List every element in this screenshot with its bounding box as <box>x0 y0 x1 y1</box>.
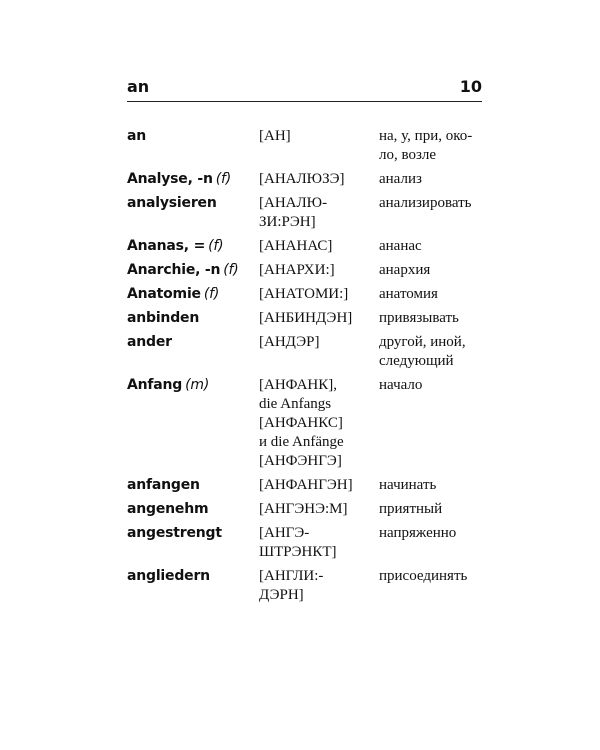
dictionary-entry <box>127 333 497 371</box>
entry-term-cell <box>127 333 257 352</box>
dictionary-entry <box>127 309 497 328</box>
entry-translation: напряженно <box>379 525 457 541</box>
entry-pronunciation: [АНФАНГЭН] <box>259 477 353 493</box>
dictionary-entry <box>127 500 497 519</box>
entry-gender: (m) <box>185 377 210 393</box>
entry-translation: присоединять <box>379 568 468 584</box>
entry-term-cell <box>127 567 257 586</box>
entry-term: Anatomie <box>127 286 201 302</box>
entry-term-cell <box>127 524 257 543</box>
dictionary-entry <box>127 261 497 280</box>
dictionary-entry <box>127 285 497 304</box>
entry-term-cell <box>127 261 257 280</box>
dictionary-entry <box>127 127 497 165</box>
entry-pronunciation: [АНАТОМИ:] <box>259 286 349 302</box>
entry-gender: (f) <box>215 171 232 187</box>
entry-translation: начало <box>379 377 423 393</box>
entry-term-cell <box>127 309 257 328</box>
entry-term: analysieren <box>127 195 217 211</box>
entry-term-cell <box>127 500 257 519</box>
dictionary-entry <box>127 170 497 189</box>
entry-translation: анализ <box>379 171 422 187</box>
entry-pronunciation: [АНАЛЮЗЭ] <box>259 171 345 187</box>
entry-pronunciation: [АНБИНДЭН] <box>259 310 353 326</box>
running-header <box>127 73 482 102</box>
entry-gender: (f) <box>203 286 220 302</box>
entry-pronunciation: [АНФАНК], die Anfangs [АНФАНКС] и die Anfänge [АНФЭНГЭ] <box>259 377 344 469</box>
entry-translation: ананас <box>379 238 422 254</box>
entry-gender: (f) <box>208 238 224 254</box>
entry-term: Anarchie, -n <box>127 262 221 278</box>
entry-term: angliedern <box>127 568 210 584</box>
entry-term-cell <box>127 285 257 304</box>
entry-term: angenehm <box>127 501 209 517</box>
dictionary-entry <box>127 194 497 232</box>
entry-term: an <box>127 128 147 144</box>
entry-translation: начинать <box>379 477 437 493</box>
entry-pronunciation: [АН] <box>259 128 291 144</box>
entry-translation: анархия <box>379 262 431 278</box>
entry-term-cell <box>127 194 257 213</box>
dictionary-entry <box>127 237 497 256</box>
entry-translation: на, у, при, око- ло, возле <box>379 128 473 163</box>
entry-term: Anfang <box>127 377 183 393</box>
entry-term: anbinden <box>127 310 200 326</box>
entry-translation: приятный <box>379 501 443 517</box>
entry-term: anfangen <box>127 477 200 493</box>
entry-translation: другой, иной, следующий <box>379 334 466 369</box>
entry-pronunciation: [АНГЭНЭ:М] <box>259 501 348 517</box>
entry-term-cell <box>127 237 257 256</box>
dictionary-entry <box>127 567 497 605</box>
entry-term: ander <box>127 334 172 350</box>
entry-gender: (f) <box>223 262 239 278</box>
entry-pronunciation: [АНГЛИ:- ДЭРН] <box>259 568 324 603</box>
entry-term-cell <box>127 376 257 395</box>
header-word: an <box>127 77 150 96</box>
entry-pronunciation: [АНДЭР] <box>259 334 320 350</box>
entry-translation: анализировать <box>379 195 472 211</box>
entry-term-cell <box>127 170 257 189</box>
entry-term-cell <box>127 476 257 495</box>
entry-pronunciation: [АНАЛЮ- ЗИ:РЭН] <box>259 195 328 230</box>
entry-term: Ananas, = <box>127 238 206 254</box>
entry-term: Analyse, -n <box>127 171 213 187</box>
dictionary-entry <box>127 476 497 495</box>
entry-pronunciation: [АНАНАС] <box>259 238 333 254</box>
page-number: 10 <box>459 77 482 96</box>
dictionary-entry <box>127 376 497 471</box>
entry-pronunciation: [АНАРХИ:] <box>259 262 335 278</box>
dictionary-entries <box>127 127 497 610</box>
entry-term-cell <box>127 127 257 146</box>
entry-term: angestrengt <box>127 525 222 541</box>
entry-pronunciation: [АНГЭ- ШТРЭНКТ] <box>259 525 337 560</box>
entry-translation: анатомия <box>379 286 438 302</box>
dictionary-entry <box>127 524 497 562</box>
entry-translation: привязывать <box>379 310 459 326</box>
